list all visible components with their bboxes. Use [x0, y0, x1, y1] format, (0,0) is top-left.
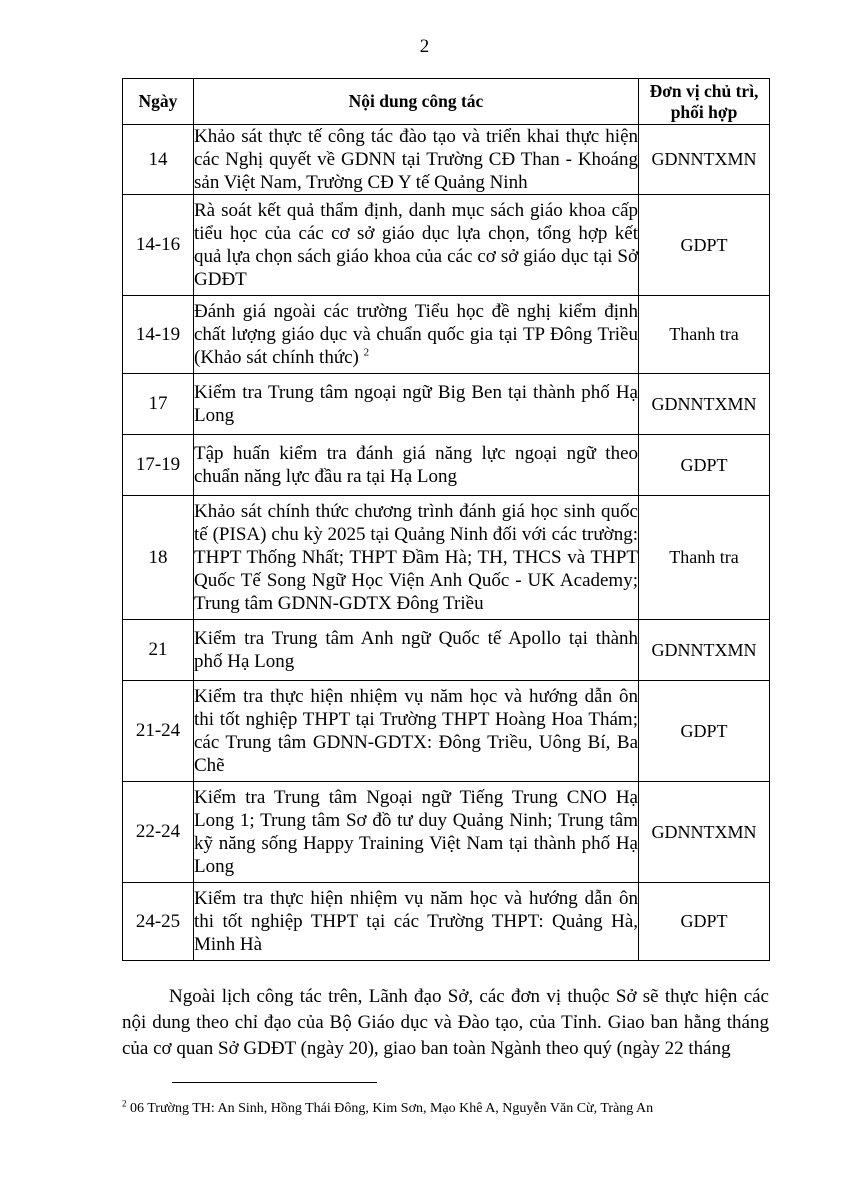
- row-day: 17: [123, 374, 194, 435]
- table-row: [123, 125, 770, 195]
- table-row: [123, 374, 770, 435]
- row-content-text: Kiểm tra Trung tâm ngoại ngữ Big Ben tại thành phố Hạ Long: [194, 382, 638, 426]
- row-content-text: Tập huấn kiểm tra đánh giá năng lực ngoại ngữ theo chuẩn năng lực đầu ra tại Hạ Long: [194, 443, 638, 487]
- row-unit: GDPT: [639, 681, 770, 782]
- row-content: [194, 374, 639, 435]
- row-content: [194, 496, 639, 620]
- row-content-text: Kiểm tra Trung tâm Ngoại ngữ Tiếng Trung CNO Hạ Long 1; Trung tâm Sơ đồ tư duy Quảng Ninh; Trung tâm kỹ năng sống Happy Training Việt Nam tại thành phố Hạ Long: [194, 787, 638, 877]
- schedule-body: [123, 125, 770, 961]
- row-day: 14-16: [123, 195, 194, 296]
- header-unit: Đơn vị chủ trì, phối hợp: [639, 79, 770, 125]
- row-content: [194, 681, 639, 782]
- row-unit: GDNNTXMN: [639, 620, 770, 681]
- table-row: [123, 296, 770, 374]
- table-header-row: [123, 79, 770, 125]
- row-content-text: Khảo sát chính thức chương trình đánh giá học sinh quốc tế (PISA) chu kỳ 2025 tại Quảng Ninh đối với các trường: THPT Thống Nhất; THPT Đầm Hà; TH, THCS và THPT Quốc Tế Song Ngữ Học Viện Anh Quốc - UK Academy; Trung tâm GDNN-GDTX Đông Triều: [194, 501, 638, 614]
- row-content-text: Rà soát kết quả thẩm định, danh mục sách giáo khoa cấp tiểu học của các cơ sở giáo dục lựa chọn, tổng hợp kết quả lựa chọn sách giáo khoa của các cơ sở giáo dục tại Sở GDĐT: [194, 200, 638, 290]
- table-row: [123, 496, 770, 620]
- row-day: 14: [123, 125, 194, 195]
- row-content: [194, 883, 639, 961]
- row-content: [194, 620, 639, 681]
- row-content-text: Kiểm tra thực hiện nhiệm vụ năm học và hướng dẫn ôn thi tốt nghiệp THPT tại các Trường THPT: Quảng Hà, Minh Hà: [194, 888, 638, 955]
- row-content: [194, 125, 639, 195]
- table-row: [123, 620, 770, 681]
- row-unit: GDPT: [639, 883, 770, 961]
- table-row: [123, 435, 770, 496]
- row-unit: Thanh tra: [639, 296, 770, 374]
- header-day: Ngày: [123, 79, 194, 125]
- row-content-text: Kiểm tra Trung tâm Anh ngữ Quốc tế Apollo tại thành phố Hạ Long: [194, 628, 638, 672]
- row-day: 17-19: [123, 435, 194, 496]
- row-day: 24-25: [123, 883, 194, 961]
- footnote-ref: 2: [363, 346, 370, 359]
- row-day: 22-24: [123, 782, 194, 883]
- table-row: [123, 681, 770, 782]
- row-unit: GDNNTXMN: [639, 374, 770, 435]
- row-day: 21-24: [123, 681, 194, 782]
- closing-paragraph: Ngoài lịch công tác trên, Lãnh đạo Sở, các đơn vị thuộc Sở sẽ thực hiện các nội dung theo chỉ đạo của Bộ Giáo dục và Đào tạo, của Tỉnh. Giao ban hằng tháng của cơ quan Sở GDĐT (ngày 20), giao ban toàn Ngành theo quý (ngày 22 tháng: [122, 986, 769, 1059]
- header-content: Nội dung công tác: [194, 79, 639, 125]
- table-row: [123, 883, 770, 961]
- row-unit: GDNNTXMN: [639, 125, 770, 195]
- row-content: [194, 435, 639, 496]
- table-row: [123, 782, 770, 883]
- schedule-table: [122, 78, 770, 961]
- row-content-text: Khảo sát thực tế công tác đào tạo và triển khai thực hiện các Nghị quyết về GDNN tại Trường CĐ Than - Khoáng sản Việt Nam, Trường CĐ Y tế Quảng Ninh: [194, 126, 638, 193]
- row-day: 14-19: [123, 296, 194, 374]
- row-content: [194, 195, 639, 296]
- footnote-mark: 2: [122, 1098, 127, 1109]
- row-day: 21: [123, 620, 194, 681]
- row-day: 18: [123, 496, 194, 620]
- table-row: [123, 195, 770, 296]
- row-unit: GDPT: [639, 195, 770, 296]
- row-unit: GDNNTXMN: [639, 782, 770, 883]
- row-unit: Thanh tra: [639, 496, 770, 620]
- row-content-text: Đánh giá ngoài các trường Tiểu học đề nghị kiểm định chất lượng giáo dục và chuẩn quốc gia tại TP Đông Triều (Khảo sát chính thức): [194, 301, 638, 368]
- row-content: [194, 296, 639, 374]
- footnote-text: 06 Trường TH: An Sinh, Hồng Thái Đông, Kim Sơn, Mạo Khê A, Nguyễn Văn Cừ, Tràng An: [126, 1101, 654, 1116]
- row-unit: GDPT: [639, 435, 770, 496]
- row-content: [194, 782, 639, 883]
- footnote-divider: [172, 1082, 377, 1083]
- footnote: [122, 1098, 782, 1117]
- page-number: 2: [419, 36, 430, 57]
- row-content-text: Kiểm tra thực hiện nhiệm vụ năm học và hướng dẫn ôn thi tốt nghiệp THPT tại Trường THPT Hoàng Hoa Thám; các Trung tâm GDNN-GDTX: Đông Triều, Uông Bí, Ba Chẽ: [194, 686, 638, 776]
